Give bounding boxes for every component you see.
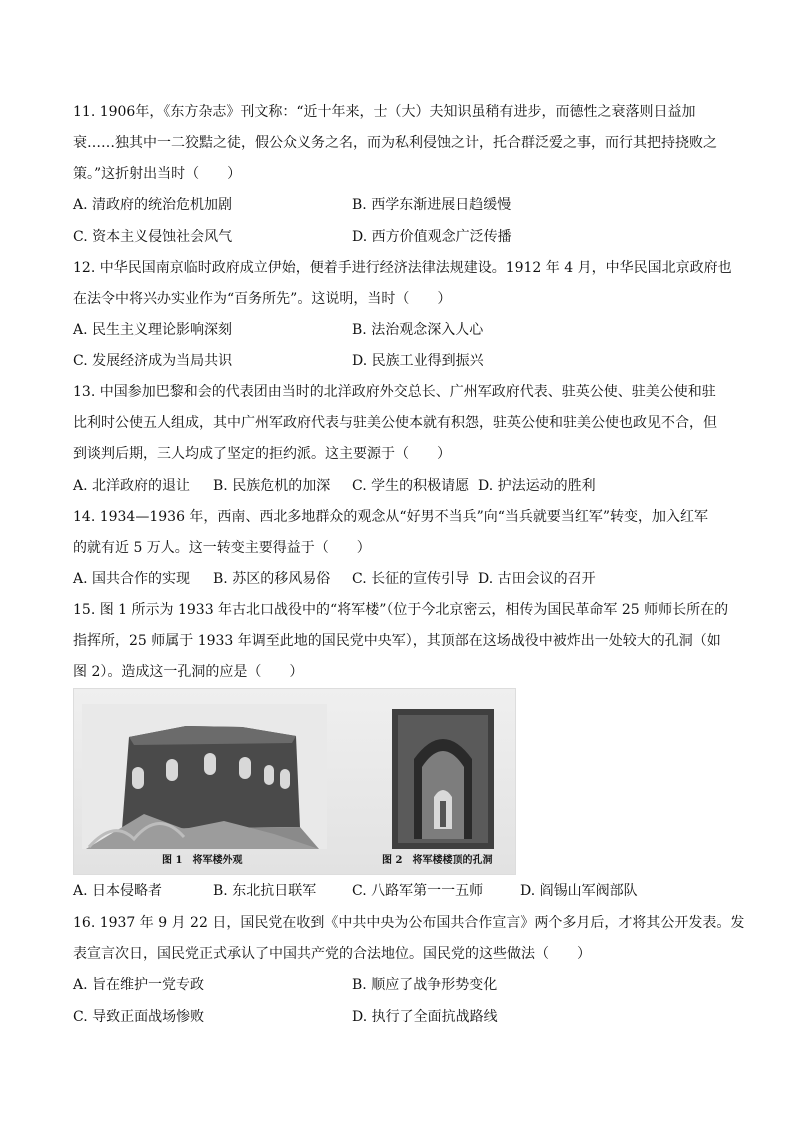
q15-option-c: C. 八路军第一一五师 <box>352 883 484 899</box>
fig1-caption: 图 1 将军楼外观 <box>162 855 243 866</box>
fig1-tower-photo <box>82 704 327 849</box>
q12-stem-line-2: 在法令中将兴办实业作为“百务所先”。这说明，当时（ ） <box>73 291 452 307</box>
q15-option-d: D. 阎锡山军阀部队 <box>520 883 638 899</box>
q11-option-b: B. 西学东渐进展日趋缓慢 <box>352 197 512 213</box>
q13-stem-line-1: 13. 中国参加巴黎和会的代表团由当时的北洋政府外交总长、广州军政府代表、驻英公使、驻美公使和驻 <box>73 384 716 400</box>
q13-option-a: A. 北洋政府的退让 <box>73 478 191 494</box>
q11-stem-line-1: 11. 1906年，《东方杂志》刊文称：“近十年来，士（大）夫知识虽稍有进步，而德性之衰落则日益加 <box>73 104 696 120</box>
q12-option-d: D. 民族工业得到振兴 <box>352 353 484 369</box>
q16-option-b: B. 顺应了战争形势变化 <box>352 977 498 993</box>
fig2-roof-hole-photo <box>392 709 494 849</box>
q14-stem-line-2: 的就有近 5 万人。这一转变主要得益于（ ） <box>73 540 371 556</box>
q14-option-c: C. 长征的宣传引导 <box>352 571 470 587</box>
q16-option-d: D. 执行了全面抗战路线 <box>352 1009 498 1025</box>
q11-stem-line-2: 衰……独其中一二狡黠之徒，假公众义务之名，而为私利侵蚀之计，托合群泛爱之事，而行其把持挠败之 <box>73 135 717 151</box>
q14-option-b: B. 苏区的移风易俗 <box>213 571 331 587</box>
q11-option-d: D. 西方价值观念广泛传播 <box>352 229 512 245</box>
q13-stem-line-3: 到谈判后期，三人均成了坚定的拒约派。这主要源于（ ） <box>73 446 451 462</box>
q15-figure-photos <box>74 689 515 874</box>
q16-option-c: C. 导致正面战场惨败 <box>73 1009 205 1025</box>
q12-option-a: A. 民生主义理论影响深刻 <box>73 322 233 338</box>
q15-option-b: B. 东北抗日联军 <box>213 883 317 899</box>
q15-stem-line-2: 指挥所，25 师属于 1933 年调至此地的国民党中央军），其顶部在这场战役中被炸出一处较大的孔洞（如 <box>73 633 721 649</box>
q11-option-a: A. 清政府的统治危机加剧 <box>73 197 233 213</box>
q14-option-a: A. 国共合作的实现 <box>73 571 191 587</box>
q15-option-a: A. 日本侵略者 <box>73 883 163 899</box>
q16-option-a: A. 旨在维护一党专政 <box>73 977 205 993</box>
q15-stem-line-3: 图 2）。造成这一孔洞的应是（ ） <box>73 664 304 680</box>
q15-stem-line-1: 15. 图 1 所示为 1933 年古北口战役中的“将军楼”（位于今北京密云，相传为国民革命军 25 师师长所在的 <box>73 602 729 618</box>
q13-option-c: C. 学生的积极请愿 <box>352 478 470 494</box>
q16-stem-line-1: 16. 1937 年 9 月 22 日，国民党在收到《中共中央为公布国共合作宣言》两个多月后，才将其公开发表。发 <box>73 915 745 931</box>
q15-figure-panel <box>73 688 516 875</box>
q12-option-c: C. 发展经济成为当局共识 <box>73 353 233 369</box>
q14-stem-line-1: 14. 1934—1936 年，西南、西北多地群众的观念从“好男不当兵”向“当兵就要当红军”转变，加入红军 <box>73 509 709 525</box>
q12-option-b: B. 法治观念深入人心 <box>352 322 484 338</box>
fig2-caption: 图 2 将军楼楼顶的孔洞 <box>382 855 493 866</box>
q11-stem-line-3: 策。”这折射出当时（ ） <box>73 166 242 182</box>
q13-stem-line-2: 比利时公使五人组成，其中广州军政府代表与驻美公使本就有积怨，驻英公使和驻美公使也政见不合，但 <box>73 415 717 431</box>
q13-option-d: D. 护法运动的胜利 <box>478 478 596 494</box>
q13-option-b: B. 民族危机的加深 <box>213 478 331 494</box>
q16-stem-line-2: 表宣言次日，国民党正式承认了中国共产党的合法地位。国民党的这些做法（ ） <box>73 946 591 962</box>
q12-stem-line-1: 12. 中华民国南京临时政府成立伊始，便着手进行经济法律法规建设。1912 年 4 月，中华民国北京政府也 <box>73 260 732 276</box>
q11-option-c: C. 资本主义侵蚀社会风气 <box>73 229 233 245</box>
q14-option-d: D. 古田会议的召开 <box>478 571 596 587</box>
